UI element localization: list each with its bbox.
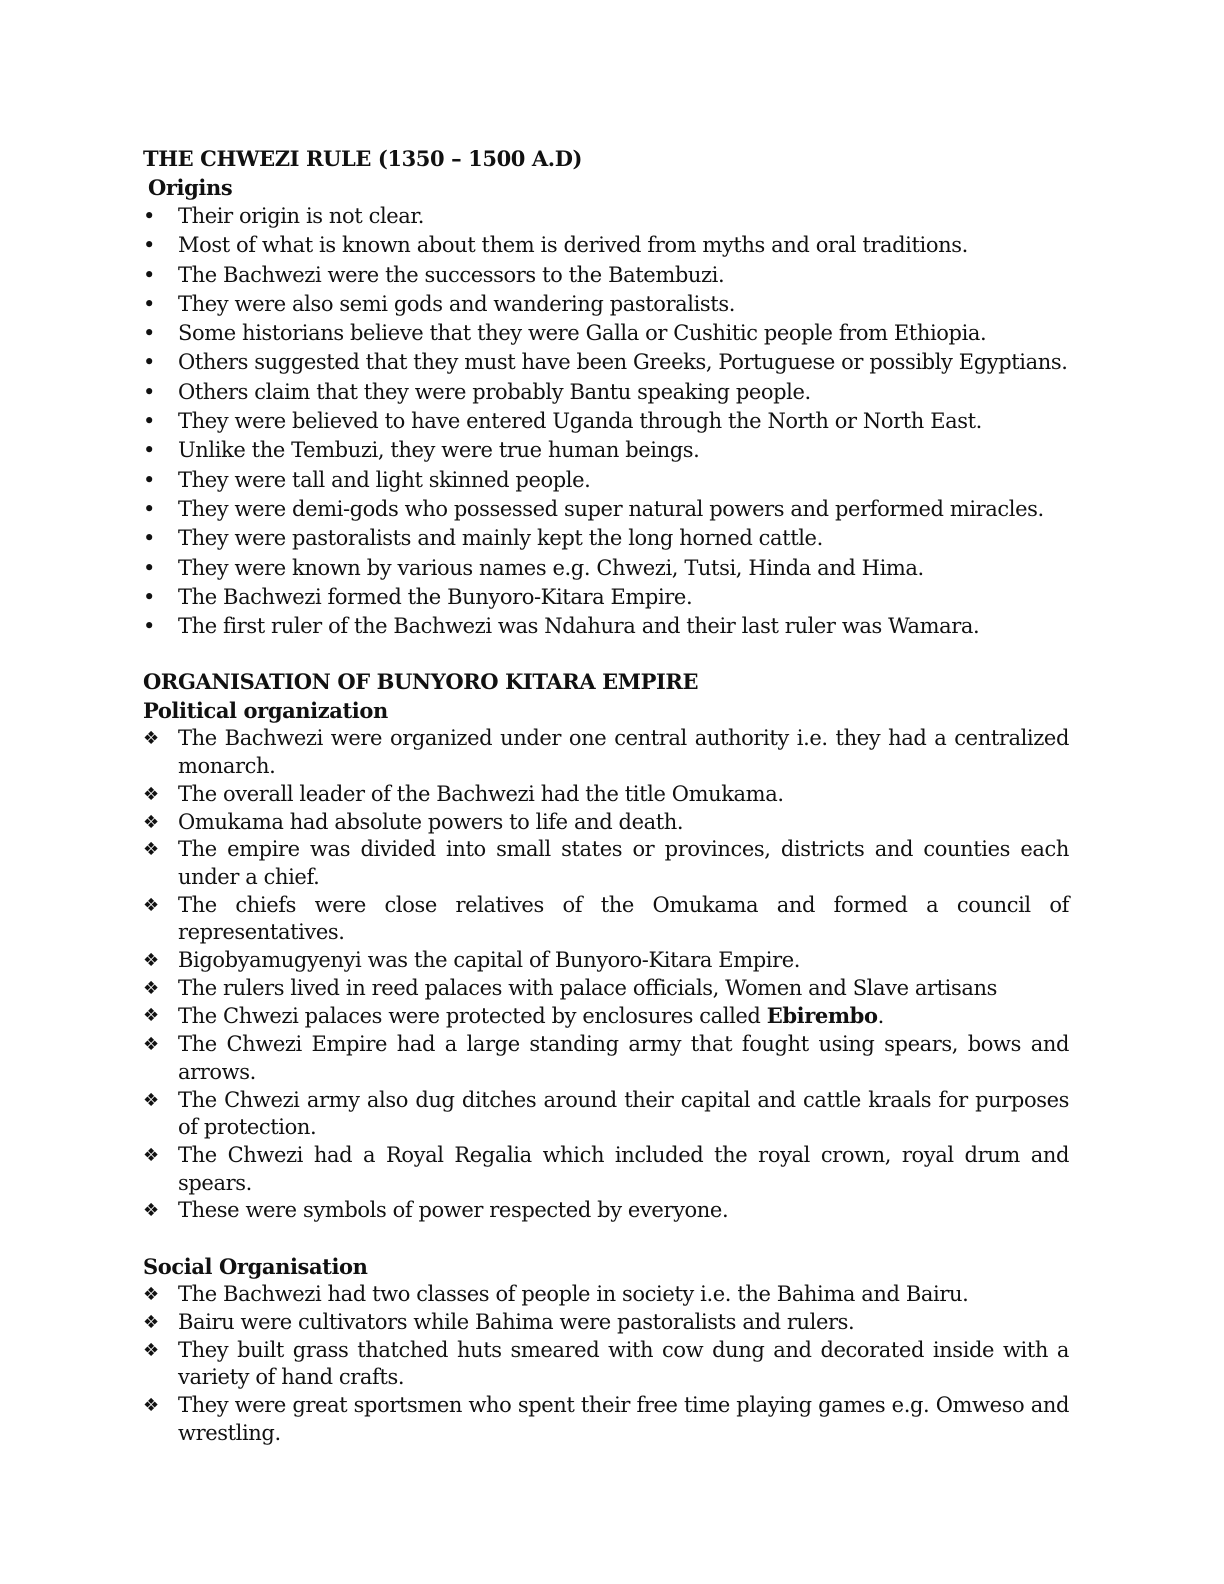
bullet-dot-icon: • <box>143 496 155 521</box>
diamond-bullet-icon: ❖ <box>143 728 159 750</box>
list-item: • They were believed to have entered Uganda through the North or North East. <box>143 407 1069 436</box>
diamond-bullet-icon: ❖ <box>143 1339 159 1361</box>
diamond-bullet-icon: ❖ <box>143 950 159 972</box>
diamond-bullet-icon: ❖ <box>143 839 159 861</box>
diamond-bullet-icon: ❖ <box>143 1284 159 1306</box>
list-item: ❖ Omukama had absolute powers to life and death. <box>143 809 1069 837</box>
bullet-dot-icon: • <box>143 262 155 287</box>
section-spacer <box>143 1225 1069 1252</box>
diamond-bullet-icon: ❖ <box>143 1034 159 1056</box>
origins-heading: Origins <box>148 175 233 200</box>
diamond-bullet-icon: ❖ <box>143 1200 159 1222</box>
list-item: ❖ The chiefs were close relatives of the Omukama and formed a council of representatives. <box>143 892 1069 945</box>
list-item: • The Bachwezi formed the Bunyoro-Kitara Empire. <box>143 583 1069 612</box>
list-item: • Most of what is known about them is derived from myths and oral traditions. <box>143 231 1069 260</box>
list-item: ❖ These were symbols of power respected by everyone. <box>143 1197 1069 1225</box>
list-item: ❖ Bairu were cultivators while Bahima were pastoralists and rulers. <box>143 1309 1069 1337</box>
diamond-bullet-icon: ❖ <box>143 1311 159 1333</box>
diamond-bullet-icon: ❖ <box>143 783 159 805</box>
bullet-dot-icon: • <box>143 526 155 551</box>
bullet-dot-icon: • <box>143 555 155 580</box>
political-heading: Political organization <box>143 698 388 724</box>
list-item: ❖ Bigobyamugyenyi was the capital of Bunyoro-Kitara Empire. <box>143 947 1069 975</box>
social-heading: Social Organisation <box>143 1254 368 1280</box>
political-list <box>143 725 1069 1225</box>
document-page <box>143 144 1069 1447</box>
bullet-dot-icon: • <box>143 350 155 375</box>
list-item: • They were demi-gods who possessed super natural powers and performed miracles. <box>143 495 1069 524</box>
list-item: • They were also semi gods and wandering pastoralists. <box>143 290 1069 319</box>
bullet-dot-icon: • <box>143 409 155 434</box>
diamond-bullet-icon: ❖ <box>143 1005 159 1027</box>
list-item: • Others suggested that they must have been Greeks, Portuguese or possibly Egyptians. <box>143 348 1069 377</box>
bullet-dot-icon: • <box>143 321 155 346</box>
list-item: ❖ The overall leader of the Bachwezi had the title Omukama. <box>143 781 1069 809</box>
list-item: • Others claim that they were probably Bantu speaking people. <box>143 378 1069 407</box>
list-item: • They were tall and light skinned people. <box>143 466 1069 495</box>
bullet-dot-icon: • <box>143 291 155 316</box>
bullet-dot-icon: • <box>143 438 155 463</box>
list-item: ❖ The empire was divided into small states or provinces, districts and counties each under a chief. <box>143 837 1069 889</box>
list-item: • They were pastoralists and mainly kept the long horned cattle. <box>143 524 1069 553</box>
list-item: ❖ The Chwezi Empire had a large standing army that fought using spears, bows and arrows. <box>143 1032 1069 1084</box>
diamond-bullet-icon: ❖ <box>143 811 159 833</box>
bullet-dot-icon: • <box>143 614 155 639</box>
list-item: • They were known by various names e.g. Chwezi, Tutsi, Hinda and Hima. <box>143 554 1069 583</box>
list-item: ❖ The Chwezi had a Royal Regalia which included the royal crown, royal drum and spears. <box>143 1143 1069 1195</box>
list-item: • The first ruler of the Bachwezi was Ndahura and their last ruler was Wamara. <box>143 612 1069 641</box>
list-item: ❖ The Bachwezi were organized under one central authority i.e. they had a centralized monarch. <box>143 726 1069 779</box>
bullet-dot-icon: • <box>143 379 155 404</box>
bullet-dot-icon: • <box>143 204 155 228</box>
list-item: ❖ The rulers lived in reed palaces with palace officials, Women and Slave artisans <box>143 975 1069 1003</box>
list-item: ❖ They built grass thatched huts smeared with cow dung and decorated inside with a variety of hand crafts. <box>143 1337 1069 1390</box>
list-item: • The Bachwezi were the successors to the Batembuzi. <box>143 261 1069 290</box>
bullet-dot-icon: • <box>143 233 155 258</box>
list-item: ❖ They were great sportsmen who spent their free time playing games e.g. Omweso and wrestling. <box>143 1392 1069 1445</box>
list-item: ❖ The Bachwezi had two classes of people in society i.e. the Bahima and Bairu. <box>143 1281 1069 1309</box>
diamond-bullet-icon: ❖ <box>143 894 159 916</box>
bullet-dot-icon: • <box>143 584 155 609</box>
page-title: THE CHWEZI RULE (1350 – 1500 A.D) <box>143 146 583 171</box>
origins-list <box>143 202 1069 641</box>
list-item: • Some historians believe that they were Galla or Cushitic people from Ethiopia. <box>143 319 1069 348</box>
social-list <box>143 1281 1069 1447</box>
list-item: ❖ The Chwezi palaces were protected by enclosures called Ebirembo. <box>143 1003 884 1029</box>
diamond-bullet-icon: ❖ <box>143 1089 159 1111</box>
diamond-bullet-icon: ❖ <box>143 1145 159 1166</box>
list-item: • Unlike the Tembuzi, they were true human beings. <box>143 436 1069 465</box>
list-item: ❖ The Chwezi army also dug ditches around their capital and cattle kraals for purposes of protection. <box>143 1087 1069 1140</box>
bullet-dot-icon: • <box>143 467 155 492</box>
ebirembo-term: Ebirembo <box>766 1003 878 1029</box>
diamond-bullet-icon: ❖ <box>143 1394 159 1416</box>
organisation-heading: ORGANISATION OF BUNYORO KITARA EMPIRE <box>143 669 699 695</box>
list-item: • Their origin is not clear. <box>143 202 1069 231</box>
diamond-bullet-icon: ❖ <box>143 977 159 999</box>
section-spacer <box>143 641 1069 667</box>
